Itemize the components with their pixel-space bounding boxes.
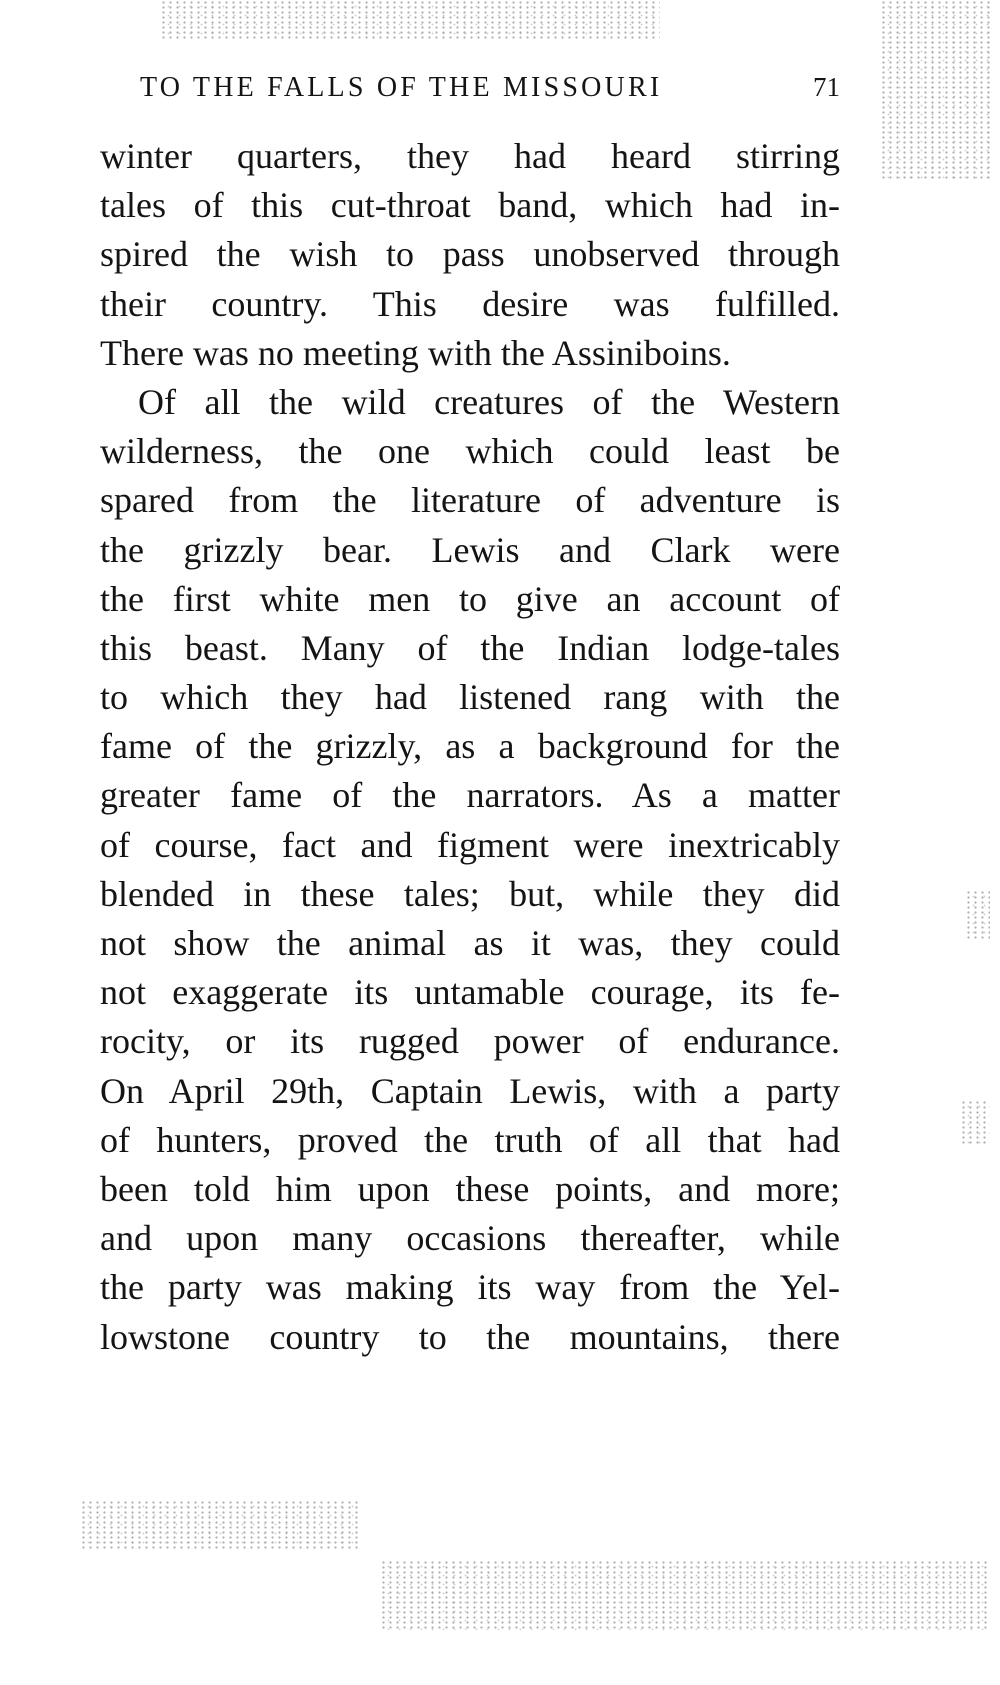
text-line: winter quarters, they had heard stirring [100, 136, 840, 176]
text-line: There was no meeting with the Assiniboins. [100, 332, 731, 373]
text-line: lowstone country to the mountains, there [100, 1316, 840, 1357]
scan-speckle-right-middle [965, 890, 990, 940]
paragraph [100, 378, 840, 1362]
text-line: been told him upon these points, and more; [100, 1168, 840, 1209]
text-line: wilderness, the one which could least be [100, 431, 840, 472]
text-line: the first white men to give an account of [100, 578, 840, 619]
text-line: and upon many occasions thereafter, while [100, 1218, 840, 1259]
text-line: this beast. Many of the Indian lodge-tales [100, 627, 840, 668]
running-head [140, 72, 840, 112]
running-title: TO THE FALLS OF THE MISSOURI [140, 72, 663, 103]
body-text [100, 132, 840, 1362]
scan-speckle-bottom-right [380, 1560, 990, 1630]
text-line: their country. This desire was fulfilled. [100, 283, 840, 324]
text-line: On April 29th, Captain Lewis, with a party [100, 1070, 840, 1111]
text-line: of hunters, proved the truth of all that had [100, 1119, 840, 1160]
scan-speckle-bottom-left [80, 1500, 360, 1550]
text-line: spired the wish to pass unobserved through [100, 234, 840, 275]
scan-speckle-right-lower [960, 1100, 990, 1145]
text-line: not exaggerate its untamable courage, its fe- [100, 972, 840, 1013]
scan-speckle-top [160, 0, 660, 40]
text-line: blended in these tales; but, while they did [100, 873, 840, 914]
text-line: greater fame of the narrators. As a matter [100, 775, 840, 816]
paragraph [100, 132, 840, 378]
text-line: fame of the grizzly, as a background for the [100, 726, 840, 767]
text-line: to which they had listened rang with the [100, 677, 840, 718]
text-line: of course, fact and figment were inextricably [100, 824, 840, 865]
text-line: the grizzly bear. Lewis and Clark were [100, 529, 840, 570]
page-number: 71 [813, 72, 840, 102]
text-line: tales of this cut-throat band, which had in- [100, 185, 840, 226]
text-line: Of all the wild creatures of the Western [138, 381, 840, 422]
text-line: the party was making its way from the Yel- [100, 1267, 840, 1308]
text-line: spared from the literature of adventure is [100, 480, 840, 521]
text-line: rocity, or its rugged power of endurance. [100, 1021, 840, 1062]
text-line: not show the animal as it was, they could [100, 923, 840, 963]
scan-speckle-top-right [880, 0, 990, 180]
